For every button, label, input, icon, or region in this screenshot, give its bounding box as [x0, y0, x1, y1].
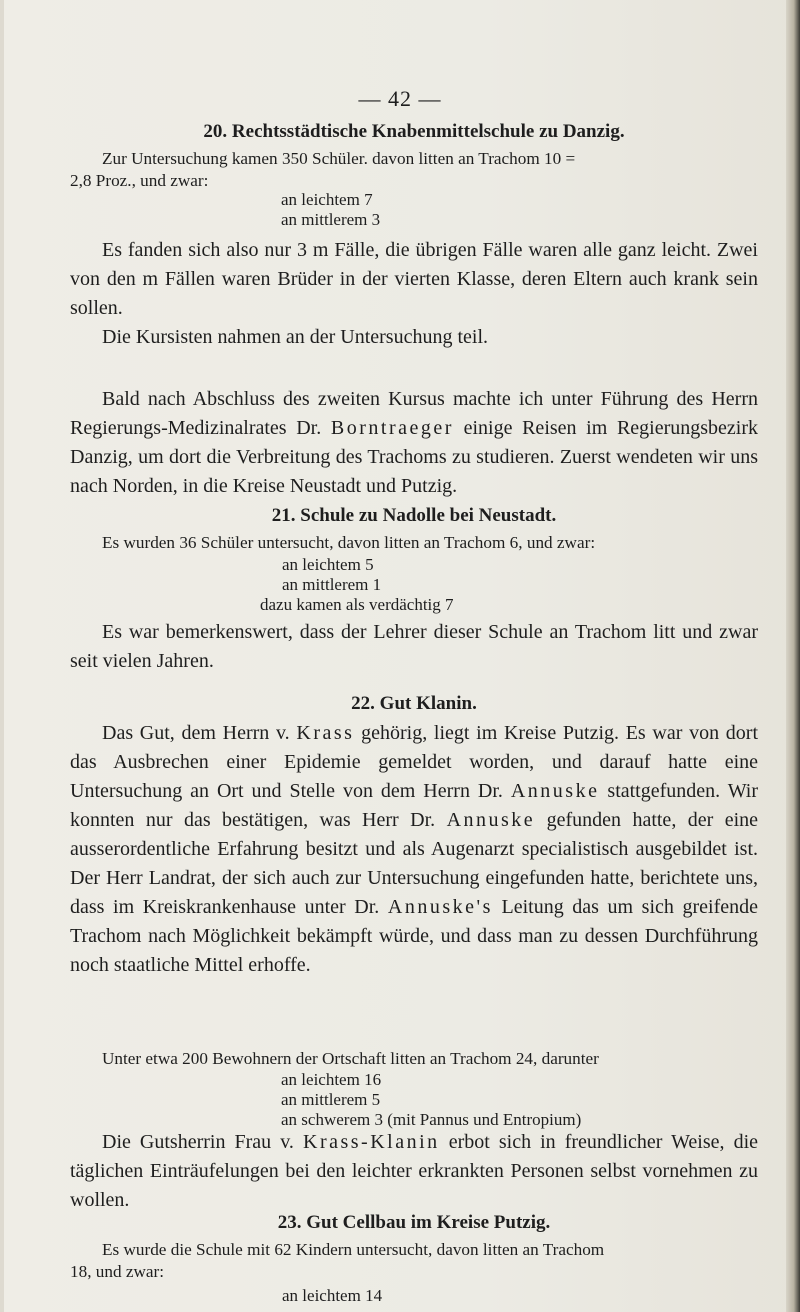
person-name-annuskes: Annuske's [387, 896, 493, 918]
section-22-small-line: Unter etwa 200 Bewohnern der Ortschaft litten an Trachom 24, darunter [102, 1049, 599, 1068]
text-run: gehörig, liegt im Kreise Putzig. Es war von dort das Ausbrechen einer Epidemie gemeldet worden, und darauf hatte eine Untersuchung an Ort und Stelle von dem Herrn Dr. [70, 722, 759, 802]
section-22-small-line-wrap [70, 1048, 758, 1070]
person-name-krass-klanin: Krass-Klanin [303, 1131, 440, 1153]
list-item: dazu kamen als verdächtig 7 [260, 595, 454, 614]
person-name-krass: Krass [296, 722, 355, 744]
section-21-heading: 21. Schule zu Nadolle bei Neustadt. [271, 505, 557, 526]
section-20-list [281, 190, 380, 230]
section-22-list [281, 1070, 581, 1130]
text-run: Das Gut, dem Herrn v. [102, 722, 290, 744]
section-21-list [260, 555, 454, 615]
section-20-intro [70, 148, 758, 192]
text-run: gefunden hatte, der eine ausserordentliche Erfahrung besitzt und als Augenarzt specialistisch ausgebildet ist. Der Herr Landrat, der sich auch zur Untersuchung eingefunden hatte, berichtete uns, dass im Kreiskrankenhause unter Dr. [70, 809, 759, 918]
page-right-edge [786, 0, 800, 1312]
section-21-body [70, 618, 758, 676]
text-run: Leitung das um sich greifende Trachom nach Möglichkeit bekämpft würde, und dass man zu dessen Durchführung noch staatliche Mittel erhoffe. [70, 896, 759, 976]
person-name-annuske: Annuske [510, 780, 600, 802]
section-23-intro-line2: 18, und zwar: [70, 1262, 165, 1281]
list-item: an mittlerem 1 [282, 575, 382, 594]
section-20-intro-line2: 2,8 Proz., und zwar: [70, 171, 209, 190]
page-number: — 42 — [358, 86, 442, 111]
section-21-paragraph: Es war bemerkenswert, dass der Lehrer dieser Schule an Trachom litt und zwar seit vielen Jahren. [70, 621, 758, 672]
list-item: an mittlerem 5 [281, 1090, 381, 1109]
section-23-list [260, 1286, 382, 1305]
interlude-text-b: einige Reisen im Regierungsbezirk Danzig, um dort die Verbreitung des Trachoms zu studieren. Zuerst wendeten wir uns nach Norden, in die Kreise Neustadt und Putzig. [70, 417, 759, 497]
list-item: an schwerem 3 (mit Pannus und Entropium) [281, 1110, 582, 1129]
section-21-intro-line: Es wurden 36 Schüler untersucht, davon litten an Trachom 6, und zwar: [102, 533, 596, 552]
section-23-heading: 23. Gut Cellbau im Kreise Putzig. [277, 1212, 551, 1233]
section-21-intro [70, 532, 758, 554]
list-item: an leichtem 5 [282, 555, 374, 574]
text-run: erbot sich in freundlicher Weise, die täglichen Einträufelungen bei den leichter erkrankten Personen selbst vornehmen zu wollen. [70, 1131, 759, 1211]
text-run: Die Gutsherrin Frau v. [102, 1131, 294, 1153]
section-22-paragraph-1 [70, 719, 758, 980]
section-20-paragraph-2: Die Kursisten nahmen an der Untersuchung teil. [102, 326, 489, 348]
section-23-intro [70, 1239, 758, 1283]
list-item: an leichtem 14 [282, 1286, 383, 1305]
section-22-body [70, 719, 758, 980]
section-20-heading: 20. Rechtsstädtische Knabenmittelschule zu Danzig. [203, 121, 625, 142]
section-22-heading: 22. Gut Klanin. [351, 693, 477, 714]
interlude-paragraph [70, 385, 758, 501]
section-20-intro-line1: Zur Untersuchung kamen 350 Schüler. davon litten an Trachom 10 = [102, 149, 576, 168]
section-20-paragraph-1: Es fanden sich also nur 3 m Fälle, die übrigen Fälle waren alle ganz leicht. Zwei von den m Fällen waren Brüder in der vierten Klasse, deren Eltern auch krank sein sollen. [70, 239, 758, 319]
section-20-body [70, 236, 758, 352]
section-23-intro-line1: Es wurde die Schule mit 62 Kindern untersucht, davon litten an Trachom [102, 1240, 605, 1259]
section-22-body-2 [70, 1128, 758, 1215]
list-item: an leichtem 7 [281, 190, 373, 209]
interlude-text-a: Bald nach Abschluss des zweiten Kursus machte ich unter Führung des Herrn Regierungs-Medizinalrates Dr. [70, 388, 758, 439]
person-name-annuske: Annuske [446, 809, 536, 831]
person-name-borntraeger: Borntraeger [330, 417, 454, 439]
page-left-edge [0, 0, 4, 1312]
section-22-paragraph-2 [70, 1128, 758, 1215]
list-item: an mittlerem 3 [281, 210, 381, 229]
text-run: stattgefunden. Wir konnten nur das bestätigen, was Herr Dr. [70, 780, 759, 831]
list-item: an leichtem 16 [281, 1070, 382, 1089]
